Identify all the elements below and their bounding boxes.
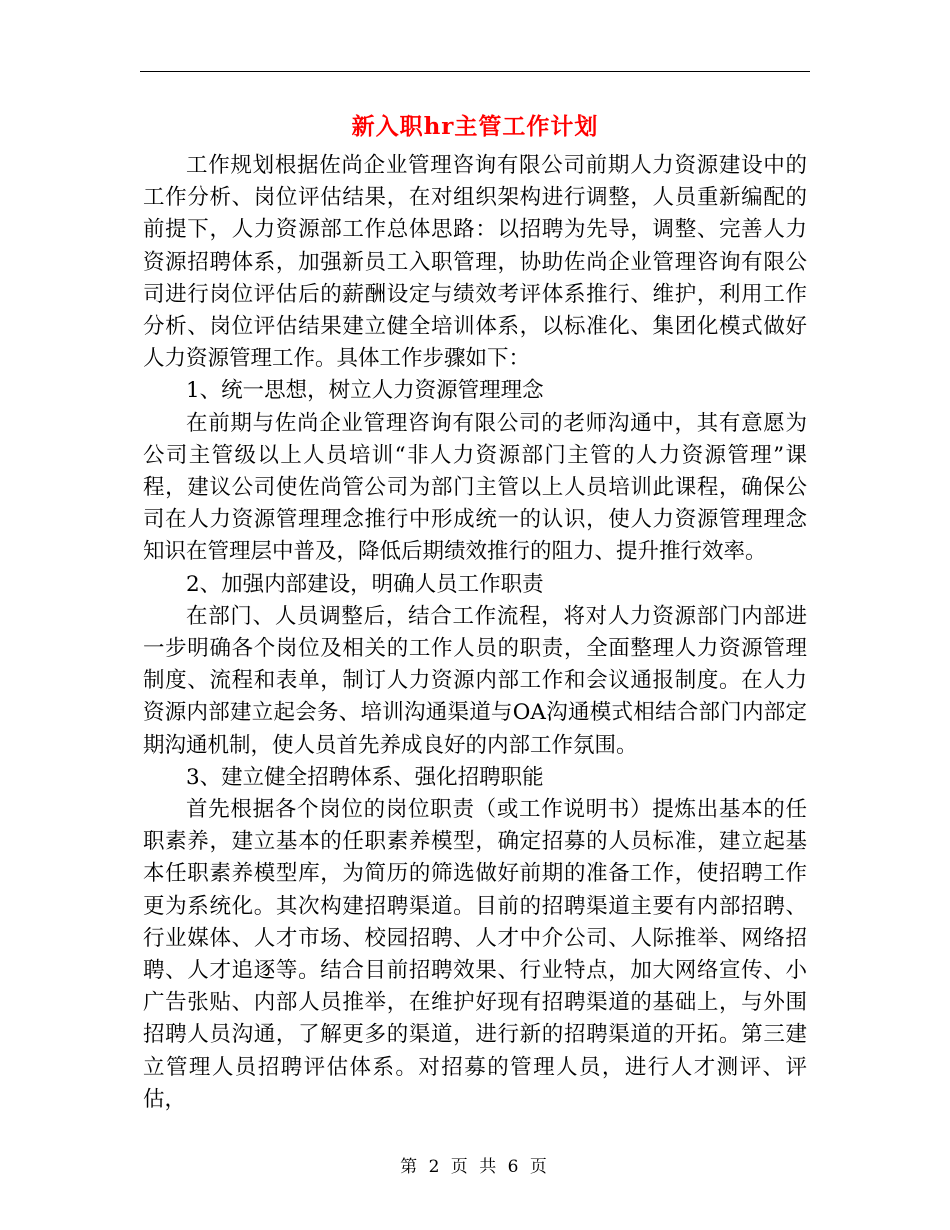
document-body bbox=[143, 150, 807, 1116]
paragraph-section-3: 首先根据各个岗位的岗位职责（或工作说明书）提炼出基本的任职素养，建立基本的任职素养模型，确定招募的人员标准，建立起基本任职素养模型库，为简历的筛选做好前期的准备工作，使招聘工作更为系统化。其次构建招聘渠道。目前的招聘渠道主要有内部招聘、行业媒体、人才市场、校园招聘、人才中介公司、人际推举、网络招聘、人才追逐等。结合目前招聘效果、行业特点，加大网络宣传、小广告张贴、内部人员推举，在维护好现有招聘渠道的基础上，与外围招聘人员沟通，了解更多的渠道，进行新的招聘渠道的开拓。第三建立管理人员招聘评估体系。对招募的管理人员，进行人才测评、评估， bbox=[143, 797, 807, 1112]
header-rule bbox=[140, 71, 810, 72]
paragraph-intro: 工作规划根据佐尚企业管理咨询有限公司前期人力资源建设中的工作分析、岗位评估结果，在对组织架构进行调整，人员重新编配的前提下，人力资源部工作总体思路：以招聘为先导，调整、完善人力资源招聘体系，加强新员工入职管理，协助佐尚企业管理咨询有限公司进行岗位评估后的薪酬设定与绩效考评体系推行、维护，利用工作分析、岗位评估结果建立健全培训体系，以标准化、集团化模式做好人力资源管理工作。具体工作步骤如下： bbox=[143, 153, 807, 372]
section-heading-2: 2、加强内部建设，明确人员工作职责 bbox=[186, 571, 544, 597]
section-heading-3: 3、建立健全招聘体系、强化招聘职能 bbox=[186, 764, 544, 790]
paragraph-section-1: 在前期与佐尚企业管理咨询有限公司的老师沟通中，其有意愿为公司主管级以上人员培训“非人力资源部门主管的人力资源管理”课程，建议公司使佐尚管公司为部门主管以上人员培训此课程，确保公司在人力资源管理理念推行中形成统一的认识，使人力资源管理理念知识在管理层中普及，降低后期绩效推行的阻力、提升推行效率。 bbox=[143, 410, 807, 565]
page-number: 第 2 页 共 6 页 bbox=[400, 1157, 550, 1177]
document-title: 新入职hr主管工作计划 bbox=[351, 113, 599, 140]
paragraph-section-2: 在部门、人员调整后，结合工作流程，将对人力资源部门内部进一步明确各个岗位及相关的工作人员的职责，全面整理人力资源管理制度、流程和表单，制订人力资源内部工作和会议通报制度。在人力资源内部建立起会务、培训沟通渠道与OA沟通模式相结合部门内部定期沟通机制，使人员首先养成良好的内部工作氛围。 bbox=[143, 603, 807, 758]
section-heading-1: 1、统一思想，树立人力资源管理理念 bbox=[186, 378, 544, 404]
